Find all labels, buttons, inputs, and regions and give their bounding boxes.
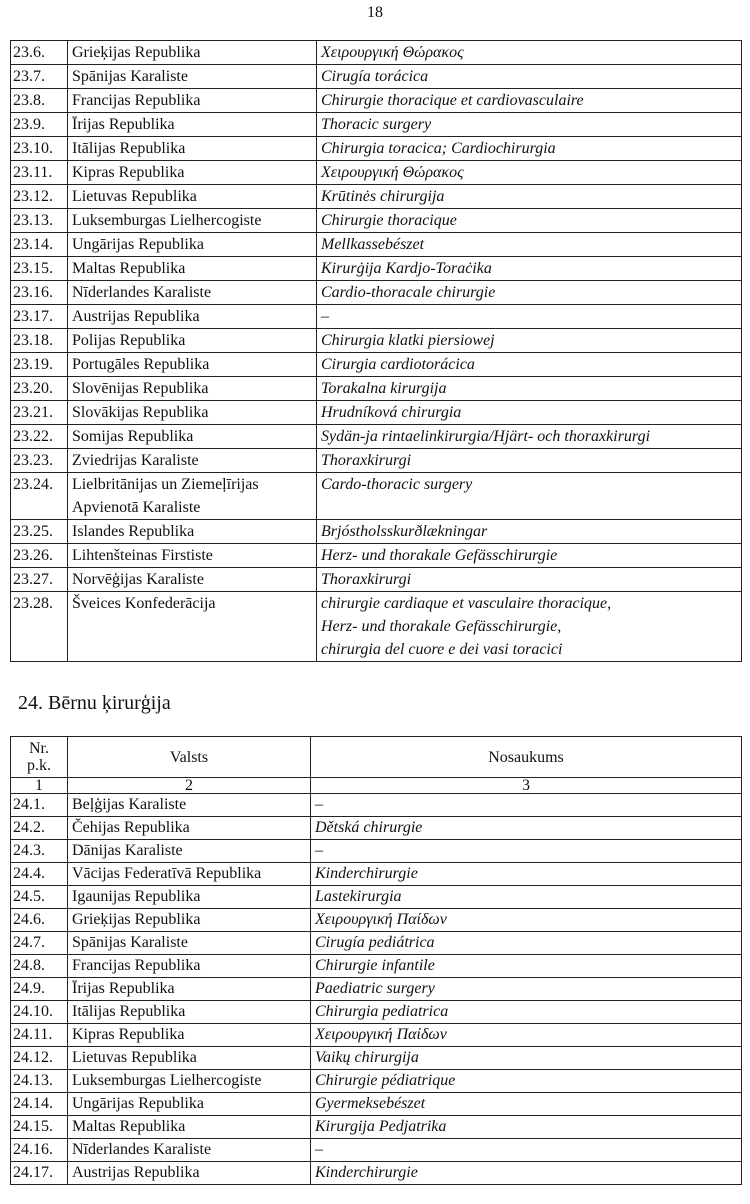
specialty-name (311, 863, 742, 886)
specialty-name-text: Kinderchirurgie (315, 1164, 418, 1181)
table-row (11, 886, 742, 909)
country-cell-text: Luksemburgas Lielhercogiste (72, 212, 262, 229)
table-row (11, 817, 742, 840)
country-cell-text: Francijas Republika (72, 957, 201, 974)
header-nr-line2: p.k. (27, 757, 51, 774)
country-cell-text: Somijas Republika (72, 428, 194, 445)
specialty-name-text: Hrudníková chirurgia (321, 404, 462, 421)
country-cell-text: Ungārijas Republika (72, 1095, 204, 1112)
country-cell-text: Lielbritānijas un Ziemeļīrijas (72, 476, 259, 493)
country-cell (68, 329, 317, 353)
row-number (11, 1162, 68, 1185)
row-number (11, 1024, 68, 1047)
row-number (11, 185, 68, 209)
specialty-name-text: Chirurgia pediatrica (315, 1003, 449, 1020)
country-cell-text: Austrijas Republika (72, 308, 200, 325)
row-number-text: 23.27. (13, 571, 53, 588)
specialty-name-text: Thoracic surgery (321, 116, 432, 133)
row-number-text: 24.4. (13, 865, 45, 882)
specialty-name-text: Kinderchirurgie (315, 865, 418, 882)
specialty-name (317, 377, 742, 401)
specialty-name (317, 185, 742, 209)
specialty-name (311, 909, 742, 932)
country-cell-text: Kipras Republika (72, 1026, 185, 1043)
country-cell-text: Norvēģijas Karaliste (72, 571, 204, 588)
specialty-name-text: Paediatric surgery (315, 980, 435, 997)
specialty-name-text: Χειρουργική Θώρακος (321, 44, 464, 61)
row-number-text: 23.21. (13, 404, 53, 421)
table-row (11, 329, 742, 353)
table-row (11, 863, 742, 886)
specialty-name (311, 1070, 742, 1093)
country-cell-text: Islandes Republika (72, 523, 195, 540)
row-number-text: 23.13. (13, 212, 53, 229)
table-row (11, 1001, 742, 1024)
country-cell (68, 41, 317, 65)
column-numbers-row (11, 778, 742, 794)
country-cell (68, 1139, 311, 1162)
country-cell (68, 233, 317, 257)
country-cell (68, 863, 311, 886)
row-number-text: 24.7. (13, 934, 45, 951)
country-cell (68, 377, 317, 401)
specialty-name (311, 1139, 742, 1162)
row-number (11, 817, 68, 840)
specialty-name (317, 281, 742, 305)
row-number (11, 41, 68, 65)
row-number-text: 23.18. (13, 332, 53, 349)
country-cell (68, 257, 317, 281)
specialty-name-text: Herz- und thorakale Gefässchirurgie (321, 547, 558, 564)
country-cell-text: Beļģijas Karaliste (72, 796, 187, 813)
country-cell (68, 1001, 311, 1024)
specialty-name (311, 794, 742, 817)
page-number: 18 (367, 4, 383, 21)
table-row (11, 1162, 742, 1185)
row-number (11, 65, 68, 89)
row-number-text: 24.1. (13, 796, 45, 813)
specialty-name-text: Mellkassebészet (321, 236, 425, 253)
specialty-name-text: Kirurgija Pedjatrika (315, 1118, 447, 1135)
row-number (11, 449, 68, 473)
row-number-text: 24.11. (13, 1026, 53, 1043)
table-row (11, 1024, 742, 1047)
row-number-text: 24.10. (13, 1003, 53, 1020)
country-cell (68, 1116, 311, 1139)
country-cell-text: Grieķijas Republika (72, 44, 201, 61)
country-cell-text: Zviedrijas Karaliste (72, 452, 199, 469)
specialty-name-text: Chirurgia klatki piersiowej (321, 332, 495, 349)
table-row (11, 137, 742, 161)
country-cell (68, 1070, 311, 1093)
specialty-name-text: chirurgie cardiaque et vasculaire thoracique, (321, 595, 612, 612)
row-number-text: 23.10. (13, 140, 53, 157)
table-row (11, 425, 742, 449)
table-row (11, 233, 742, 257)
specialty-name (311, 1162, 742, 1185)
specialty-name-text: Cirurgia cardiotorácica (321, 356, 475, 373)
row-number (11, 955, 68, 978)
specialty-name (311, 886, 742, 909)
row-number (11, 886, 68, 909)
row-number-text: 24.3. (13, 842, 45, 859)
specialty-name (311, 1001, 742, 1024)
table-row (11, 473, 742, 520)
row-number (11, 794, 68, 817)
country-cell-text: Portugāles Republika (72, 356, 210, 373)
country-cell-text: Slovēnijas Republika (72, 380, 209, 397)
country-cell-text: Čehijas Republika (72, 819, 190, 836)
row-number (11, 1093, 68, 1116)
row-number-text: 24.15. (13, 1118, 53, 1135)
table-row (11, 909, 742, 932)
row-number-text: 23.12. (13, 188, 53, 205)
row-number-text: 24.16. (13, 1141, 53, 1158)
specialty-name-text: Cirugía torácica (321, 68, 429, 85)
row-number (11, 137, 68, 161)
country-cell (68, 886, 311, 909)
specialty-name (317, 353, 742, 377)
row-number (11, 863, 68, 886)
country-cell (68, 89, 317, 113)
row-number-text: 24.5. (13, 888, 45, 905)
section-heading: 24. Bērnu ķirurģija (18, 692, 171, 714)
row-number-text: 23.17. (13, 308, 53, 325)
specialty-name-text: Chirurgie pédiatrique (315, 1072, 456, 1089)
specialty-name (317, 209, 742, 233)
specialty-name (311, 932, 742, 955)
row-number-text: 23.16. (13, 284, 53, 301)
specialty-name-text: Cardo-thoracic surgery (321, 476, 473, 493)
specialty-name-text: Kirurġija Kardjo-Toraċika (321, 260, 492, 277)
country-cell-text: Maltas Republika (72, 260, 186, 277)
header-nr-line1: Nr. (29, 740, 49, 757)
specialty-name (317, 233, 742, 257)
row-number-text: 23.14. (13, 236, 53, 253)
specialty-name-text: Χειρουργική Παίδων (315, 911, 447, 928)
country-cell-text: Nīderlandes Karaliste (72, 1141, 212, 1158)
country-cell (68, 978, 311, 1001)
row-number-text: 24.2. (13, 819, 45, 836)
row-number-text: 24.12. (13, 1049, 53, 1066)
specialty-name (311, 955, 742, 978)
table-row (11, 305, 742, 329)
row-number (11, 840, 68, 863)
row-number-text: 23.19. (13, 356, 53, 373)
table-row (11, 449, 742, 473)
country-cell-text: Igaunijas Republika (72, 888, 201, 905)
row-number-text: 23.11. (13, 164, 53, 181)
country-cell-text: Itālijas Republika (72, 1003, 186, 1020)
row-number-text: 24.17. (13, 1164, 53, 1181)
specialty-name-text: Herz- und thorakale Gefässchirurgie, (321, 618, 562, 635)
table-row (11, 520, 742, 544)
table-header-row (11, 737, 742, 778)
country-cell-text: Apvienotā Karaliste (72, 499, 201, 516)
country-cell-text: Francijas Republika (72, 92, 201, 109)
country-cell (68, 281, 317, 305)
country-cell-text: Lietuvas Republika (72, 188, 197, 205)
table-row (11, 1070, 742, 1093)
row-number (11, 1047, 68, 1070)
specialty-name-text: Χειρουργική Θώρακος (321, 164, 464, 181)
specialty-name (317, 520, 742, 544)
pediatric-surgery-table (10, 736, 742, 1185)
row-number-text: 24.13. (13, 1072, 53, 1089)
row-number (11, 909, 68, 932)
table-row (11, 1116, 742, 1139)
table-row (11, 41, 742, 65)
table-row (11, 161, 742, 185)
table-row (11, 113, 742, 137)
country-cell-text: Kipras Republika (72, 164, 185, 181)
table-row (11, 794, 742, 817)
table-row (11, 978, 742, 1001)
specialty-name (317, 425, 742, 449)
country-cell (68, 473, 317, 520)
specialty-name-text: Gyermeksebészet (315, 1095, 426, 1112)
country-cell (68, 955, 311, 978)
row-number-text: 24.6. (13, 911, 45, 928)
specialty-name (311, 1116, 742, 1139)
specialty-name (317, 568, 742, 592)
specialty-name (317, 401, 742, 425)
country-cell-text: Slovākijas Republika (72, 404, 209, 421)
country-cell (68, 449, 317, 473)
specialty-name-text: Chirurgia toracica; Cardiochirurgia (321, 140, 556, 157)
row-number (11, 592, 68, 662)
row-number (11, 1001, 68, 1024)
country-cell (68, 1093, 311, 1116)
country-cell (68, 401, 317, 425)
country-cell (68, 840, 311, 863)
row-number-text: 23.23. (13, 452, 53, 469)
row-number (11, 544, 68, 568)
row-number (11, 473, 68, 520)
row-number-text: 23.7. (13, 68, 45, 85)
table-row (11, 840, 742, 863)
specialty-name-text: – (315, 796, 323, 813)
row-number (11, 1139, 68, 1162)
specialty-name (317, 161, 742, 185)
table-row (11, 1093, 742, 1116)
column-number: 1 (11, 778, 68, 794)
country-cell (68, 909, 311, 932)
specialty-name (317, 137, 742, 161)
row-number (11, 257, 68, 281)
row-number (11, 281, 68, 305)
column-number: 2 (68, 778, 311, 794)
country-cell (68, 1162, 311, 1185)
specialty-name (311, 1093, 742, 1116)
country-cell (68, 520, 317, 544)
table-row (11, 209, 742, 233)
row-number (11, 353, 68, 377)
country-cell (68, 65, 317, 89)
row-number (11, 233, 68, 257)
specialty-name-text: – (321, 308, 329, 325)
country-cell-text: Dānijas Karaliste (72, 842, 183, 859)
row-number (11, 305, 68, 329)
country-cell (68, 817, 311, 840)
table-row (11, 257, 742, 281)
row-number (11, 329, 68, 353)
country-cell-text: Spānijas Karaliste (72, 934, 188, 951)
specialty-name-text: Chirurgie thoracique (321, 212, 457, 229)
specialty-name-text: Cirugía pediátrica (315, 934, 435, 951)
specialty-name-text: Dětská chirurgie (315, 819, 423, 836)
table-row (11, 401, 742, 425)
specialty-name-text: Thoraxkirurgi (321, 571, 412, 588)
row-number (11, 978, 68, 1001)
country-cell-text: Īrijas Republika (72, 116, 175, 133)
specialty-name (317, 592, 742, 662)
header-nr (11, 737, 68, 778)
specialty-name-text: – (315, 842, 323, 859)
specialty-name-text: Χειρουργική Παίδων (315, 1026, 447, 1043)
country-cell-text: Maltas Republika (72, 1118, 186, 1135)
specialty-name-text: Torakalna kirurgija (321, 380, 447, 397)
country-cell (68, 185, 317, 209)
country-cell (68, 568, 317, 592)
row-number-text: 23.26. (13, 547, 53, 564)
row-number (11, 932, 68, 955)
table-row (11, 592, 742, 662)
specialty-name (311, 817, 742, 840)
country-cell (68, 305, 317, 329)
thoracic-surgery-table (10, 40, 742, 662)
country-cell (68, 113, 317, 137)
specialty-name (317, 89, 742, 113)
table-row (11, 65, 742, 89)
row-number (11, 89, 68, 113)
country-cell (68, 353, 317, 377)
country-cell (68, 209, 317, 233)
table-row (11, 89, 742, 113)
country-cell (68, 1024, 311, 1047)
specialty-name (317, 473, 742, 520)
specialty-name (311, 1047, 742, 1070)
table-row (11, 353, 742, 377)
specialty-name (317, 329, 742, 353)
row-number-text: 23.8. (13, 92, 45, 109)
country-cell (68, 1047, 311, 1070)
table-row (11, 932, 742, 955)
country-cell-text: Austrijas Republika (72, 1164, 200, 1181)
table-row (11, 544, 742, 568)
country-cell-text: Lihtenšteinas Firstiste (72, 547, 213, 564)
row-number-text: 23.9. (13, 116, 45, 133)
specialty-name (317, 257, 742, 281)
header-country: Valsts (68, 737, 311, 778)
row-number-text: 24.14. (13, 1095, 53, 1112)
specialty-name-text: Sydän-ja rintaelinkirurgia/Hjärt- och thoraxkirurgi (321, 428, 651, 445)
table-row (11, 955, 742, 978)
row-number-text: 23.15. (13, 260, 53, 277)
row-number-text: 23.22. (13, 428, 53, 445)
table-row (11, 185, 742, 209)
specialty-name (311, 978, 742, 1001)
row-number (11, 568, 68, 592)
country-cell-text: Lietuvas Republika (72, 1049, 197, 1066)
specialty-name (317, 41, 742, 65)
specialty-name (317, 305, 742, 329)
row-number (11, 401, 68, 425)
row-number-text: 23.6. (13, 44, 45, 61)
specialty-name (317, 449, 742, 473)
country-cell (68, 544, 317, 568)
specialty-name-text: chirurgia del cuore e dei vasi toracici (321, 641, 563, 658)
specialty-name (311, 840, 742, 863)
specialty-name-text: Brjóstholsskurðlækningar (321, 523, 488, 540)
row-number-text: 23.25. (13, 523, 53, 540)
row-number (11, 377, 68, 401)
country-cell-text: Ungārijas Republika (72, 236, 204, 253)
row-number (11, 1116, 68, 1139)
specialty-name-text: Chirurgie infantile (315, 957, 435, 974)
specialty-name-text: Thoraxkirurgi (321, 452, 412, 469)
specialty-name-text: – (315, 1141, 323, 1158)
specialty-name (311, 1024, 742, 1047)
row-number (11, 425, 68, 449)
row-number (11, 161, 68, 185)
country-cell (68, 137, 317, 161)
column-number: 3 (311, 778, 742, 794)
country-cell (68, 161, 317, 185)
row-number (11, 209, 68, 233)
country-cell-text: Nīderlandes Karaliste (72, 284, 212, 301)
table-row (11, 568, 742, 592)
country-cell (68, 592, 317, 662)
country-cell (68, 794, 311, 817)
country-cell-text: Grieķijas Republika (72, 911, 201, 928)
row-number (11, 113, 68, 137)
specialty-name-text: Cardio-thoracale chirurgie (321, 284, 496, 301)
table-row (11, 1047, 742, 1070)
specialty-name (317, 65, 742, 89)
specialty-name-text: Chirurgie thoracique et cardiovasculaire (321, 92, 584, 109)
row-number-text: 23.28. (13, 595, 53, 612)
specialty-name-text: Krūtinės chirurgija (321, 188, 445, 205)
row-number (11, 520, 68, 544)
specialty-name (317, 544, 742, 568)
country-cell-text: Polijas Republika (72, 332, 186, 349)
row-number-text: 23.20. (13, 380, 53, 397)
row-number-text: 23.24. (13, 476, 53, 493)
specialty-name-text: Vaikų chirurgija (315, 1049, 419, 1066)
country-cell-text: Luksemburgas Lielhercogiste (72, 1072, 262, 1089)
header-name: Nosaukums (311, 737, 742, 778)
specialty-name-text: Lastekirurgia (315, 888, 402, 905)
country-cell (68, 425, 317, 449)
row-number-text: 24.8. (13, 957, 45, 974)
table-row (11, 1139, 742, 1162)
row-number (11, 1070, 68, 1093)
table-row (11, 281, 742, 305)
country-cell-text: Šveices Konfederācija (72, 595, 216, 612)
table-row (11, 377, 742, 401)
country-cell-text: Vācijas Federatīvā Republika (72, 865, 262, 882)
row-number-text: 24.9. (13, 980, 45, 997)
country-cell-text: Spānijas Karaliste (72, 68, 188, 85)
country-cell-text: Īrijas Republika (72, 980, 175, 997)
country-cell-text: Itālijas Republika (72, 140, 186, 157)
specialty-name (317, 113, 742, 137)
country-cell (68, 932, 311, 955)
